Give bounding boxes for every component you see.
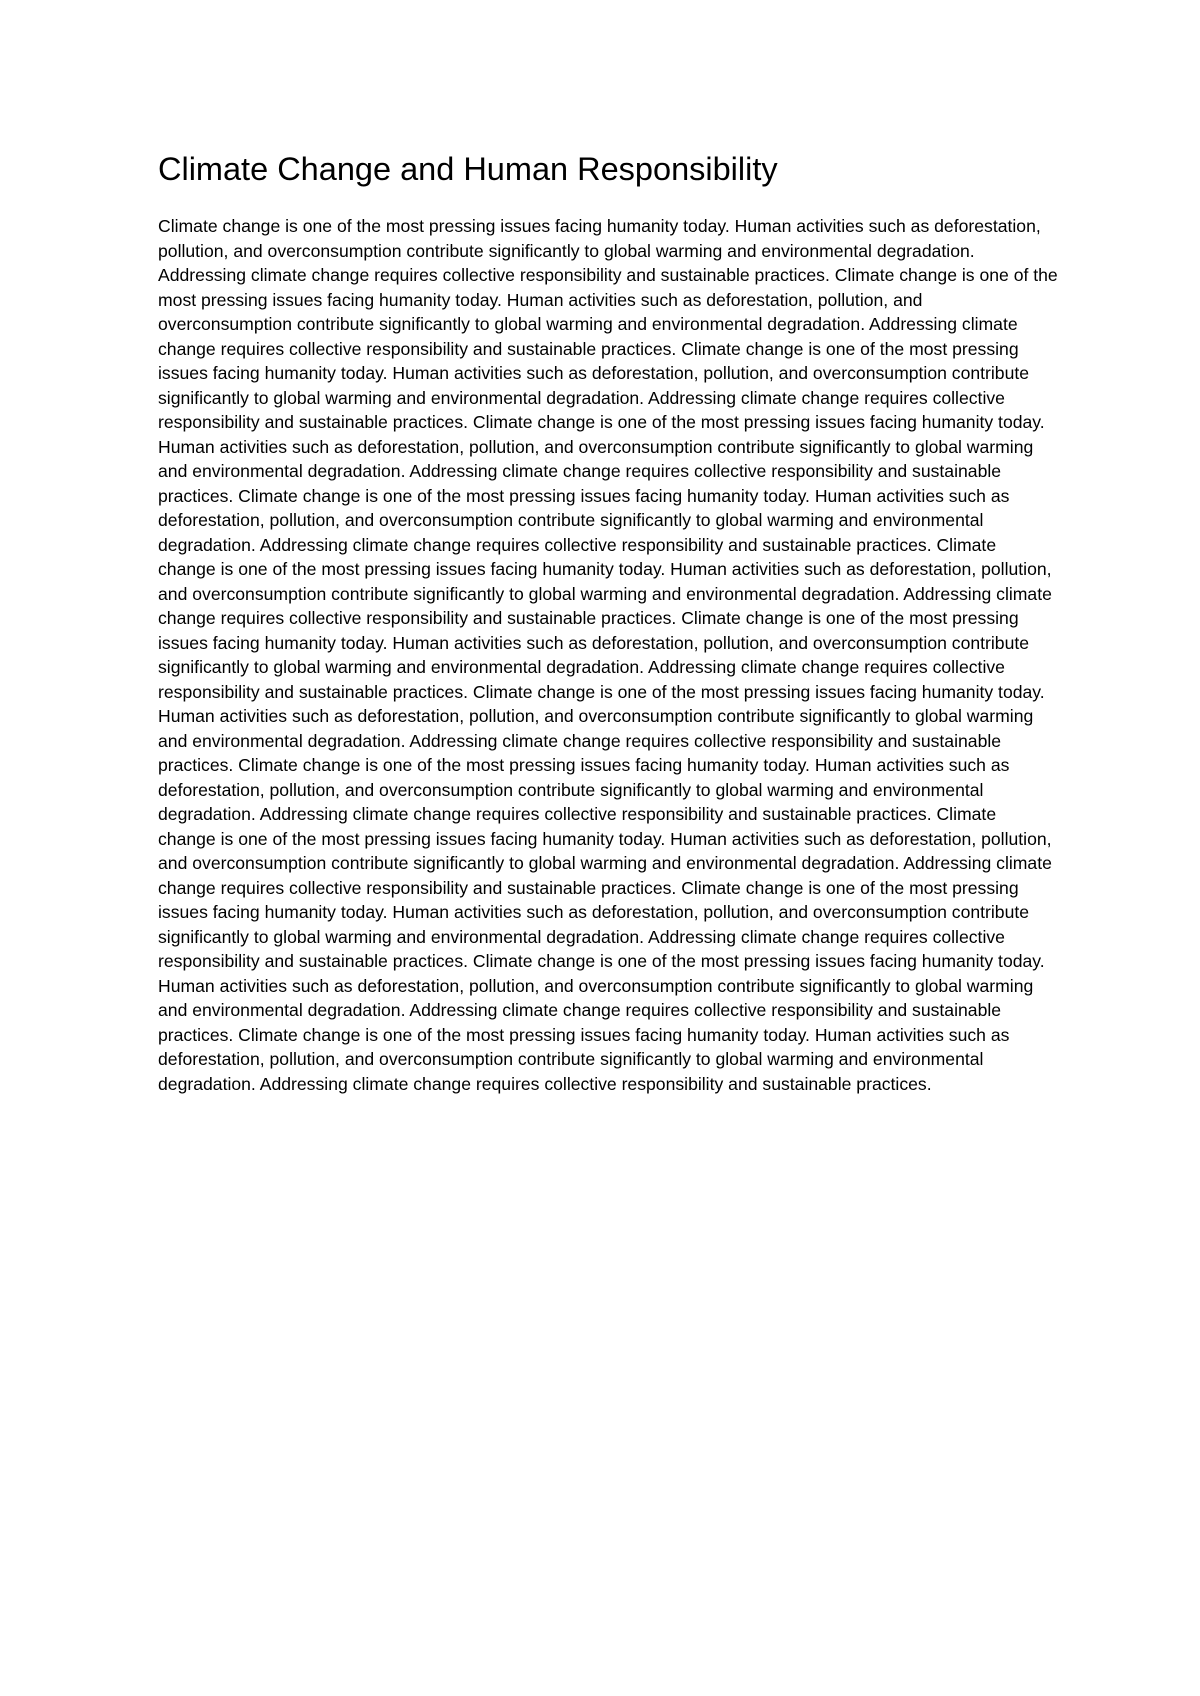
document-title: Climate Change and Human Responsibility: [158, 151, 778, 187]
document-body-paragraph: Climate change is one of the most pressing issues facing humanity today. Human activities such as deforestation, pollution, and overconsumption contribute significantly to global warming and environmental degradation. Addressing climate change requires collective responsibility and sustainable practices. Climate change is one of the most pressing issues facing humanity today. Human activities such as deforestation, pollution, and overconsumption contribute significantly to global warming and environmental degradation. Addressing climate change requires collective responsibility and sustainable practices. Climate change is one of the most pressing issues facing humanity today. Human activities such as deforestation, pollution, and overconsumption contribute significantly to global warming and environmental degradation. Addressing climate change requires collective responsibility and sustainable practices. Climate change is one of the most pressing issues facing humanity today. Human activities such as deforestation, pollution, and overconsumption contribute significantly to global warming and environmental degradation. Addressing climate change requires collective responsibility and sustainable practices. Climate change is one of the most pressing issues facing humanity today. Human activities such as deforestation, pollution, and overconsumption contribute significantly to global warming and environmental degradation. Addressing climate change requires collective responsibility and sustainable practices. Climate change is one of the most pressing issues facing humanity today. Human activities such as deforestation, pollution, and overconsumption contribute significantly to global warming and environmental degradation. Addressing climate change requires collective responsibility and sustainable practices. Climate change is one of the most pressing issues facing humanity today. Human activities such as deforestation, pollution, and overconsumption contribute significantly to global warming and environmental degradation. Addressing climate change requires collective responsibility and sustainable practices. Climate change is one of the most pressing issues facing humanity today. Human activities such as deforestation, pollution, and overconsumption contribute significantly to global warming and environmental degradation. Addressing climate change requires collective responsibility and sustainable practices. Climate change is one of the most pressing issues facing humanity today. Human activities such as deforestation, pollution, and overconsumption contribute significantly to global warming and environmental degradation. Addressing climate change requires collective responsibility and sustainable practices. Climate change is one of the most pressing issues facing humanity today. Human activities such as deforestation, pollution, and overconsumption contribute significantly to global warming and environmental degradation. Addressing climate change requires collective responsibility and sustainable practices. Climate change is one of the most pressing issues facing humanity today. Human activities such as deforestation, pollution, and overconsumption contribute significantly to global warming and environmental degradation. Addressing climate change requires collective responsibility and sustainable practices. Climate change is one of the most pressing issues facing humanity today. Human activities such as deforestation, pollution, and overconsumption contribute significantly to global warming and environmental degradation. Addressing climate change requires collective responsibility and sustainable practices. Climate change is one of the most pressing issues facing humanity today. Human activities such as deforestation, pollution, and overconsumption contribute significantly to global warming and environmental degradation. Addressing climate change requires collective responsibility and sustainable practices.: [158, 216, 1058, 1094]
